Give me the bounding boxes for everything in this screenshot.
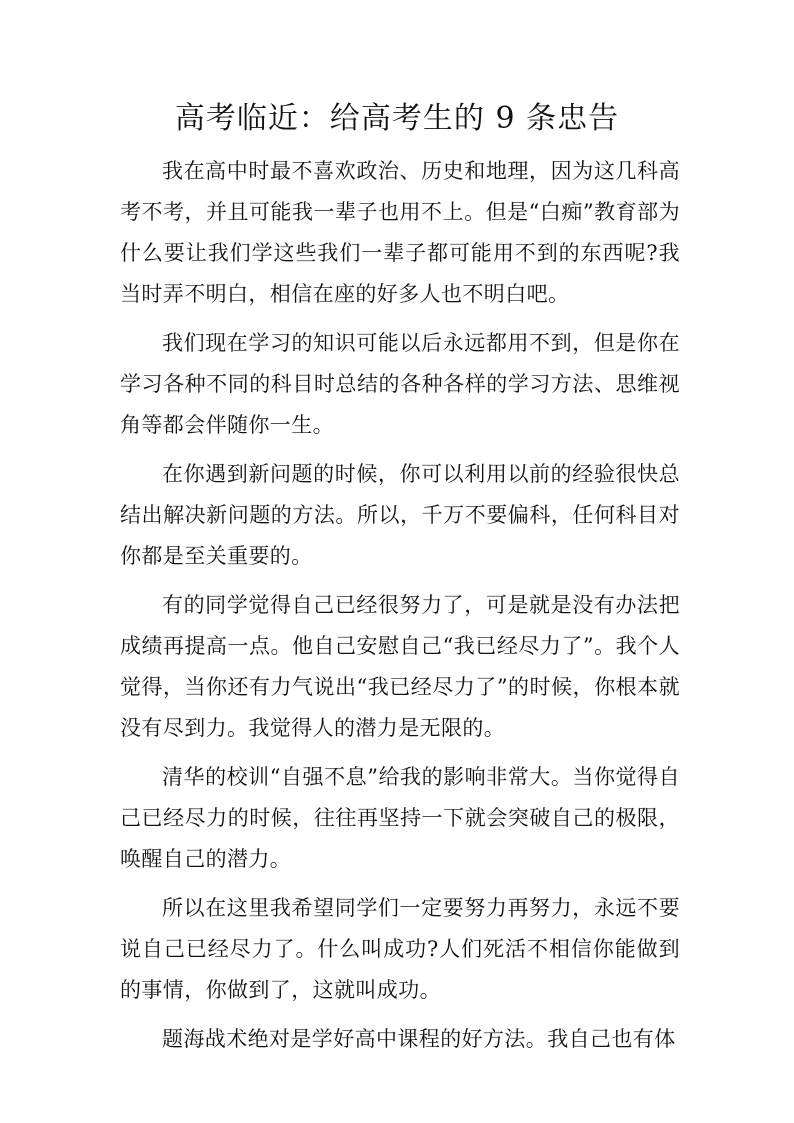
document-title: 高考临近：给高考生的 9 条忠告 [174,101,620,136]
paragraph: 我在高中时最不喜欢政治、历史和地理，因为这几科高考不考，并且可能我一辈子也用不上。但是“白痴”教育部为什么要让我们学这些我们一辈子都可能用不到的东西呢?我当时弄不明白，相信在座的好多人也不明白吧。 [120,159,680,306]
paragraph: 清华的校训“自强不息”给我的影响非常大。当你觉得自己已经尽力的时候，往往再坚持一下就会突破自己的极限，唤醒自己的潜力。 [120,765,680,871]
paragraph: 有的同学觉得自己已经很努力了，可是就是没有办法把成绩再提高一点。他自己安慰自己“我已经尽力了”。我个人觉得，当你还有力气说出“我已经尽力了”的时候，你根本就没有尽到力。我觉得人的潜力是无限的。 [120,593,680,740]
document-body [120,151,680,1068]
paragraph: 我们现在学习的知识可能以后永远都用不到，但是你在学习各种不同的科目时总结的各种各样的学习方法、思维视角等都会伴随你一生。 [120,331,680,437]
paragraph: 题海战术绝对是学好高中课程的好方法。我自己也有体 [162,1027,676,1051]
paragraph: 所以在这里我希望同学们一定要努力再努力，永远不要说自己已经尽力了。什么叫成功?人们死活不相信你能做到的事情，你做到了，这就叫成功。 [120,896,680,1002]
paragraph: 在你遇到新问题的时候，你可以利用以前的经验很快总结出解决新问题的方法。所以，千万不要偏科，任何科目对你都是至关重要的。 [120,462,680,568]
